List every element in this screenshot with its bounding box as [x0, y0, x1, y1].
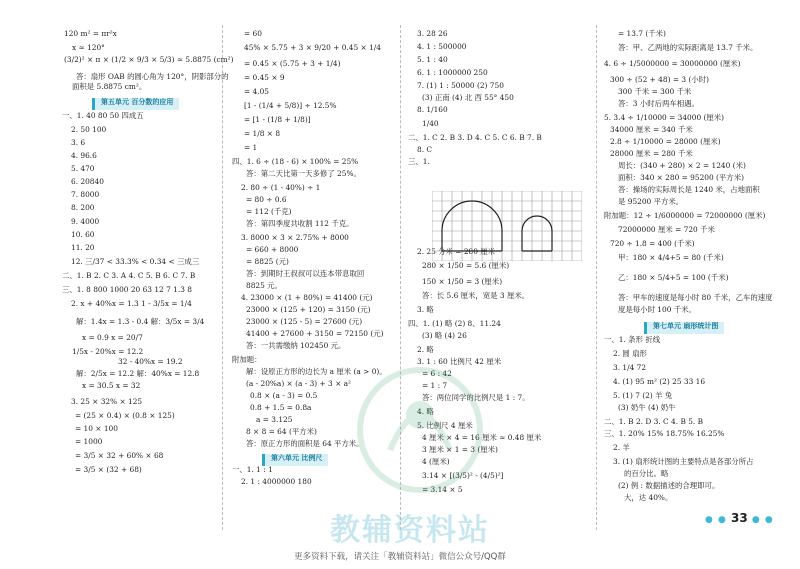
- answer-line: 300 ÷ (52 + 48) = 3 (小时): [610, 75, 709, 84]
- answer-line: 3. 略: [417, 305, 434, 314]
- answer-line: (3) 奶牛 (4) 奶牛: [618, 403, 676, 412]
- answer-line: 2. 略: [417, 345, 434, 354]
- answer-line: 11. 20: [71, 243, 95, 252]
- answer-line: 8. 200: [71, 203, 95, 212]
- answer-line: = 4.05: [244, 87, 269, 96]
- answer-line: = 3/5 × (32 + 68): [75, 465, 142, 474]
- grid-drawing: [432, 191, 582, 261]
- answer-line: 4. 96.6: [71, 151, 97, 160]
- answer-line: 5. 3.4 ÷ 1/10000 = 34000 (厘米): [604, 113, 725, 122]
- answer-line: 答：第二天比第一天多修了 25%。: [246, 169, 361, 178]
- answer-line: 7. (1) 1 : 50000 (2) 750: [417, 81, 504, 90]
- answer-line: 2. 50 100: [71, 125, 107, 134]
- answer-line: 一、1. 40 80 50 四成五: [62, 111, 144, 120]
- answer-line: 答：3 小时后两车相遇。: [618, 99, 699, 108]
- answer-line: = 660 + 8000: [246, 245, 299, 254]
- unit-heading: 第七单元 扇形统计图: [644, 322, 724, 334]
- answer-line: 答：甲车的速度是每小时 80 千米，乙车的速度: [618, 293, 773, 302]
- answer-line: = 13.7 (千米): [618, 29, 666, 38]
- answer-line: 答：扇形 OAB 的圆心角为 120°，阴影部分的: [76, 72, 229, 81]
- answer-line: (2) 例 : 数据描述的合理即可。: [618, 481, 720, 490]
- answer-line: 度是每小时 100 千米。: [618, 305, 696, 314]
- answer-line: = 1: [244, 143, 258, 152]
- answer-line: 2.8 ÷ 1/10000 = 28000 (厘米): [610, 137, 721, 146]
- answer-line: 23000 × (125 + 120) = 3150 (元): [246, 305, 371, 314]
- answer-line: = 0.45 × 9: [244, 73, 285, 82]
- column-divider: [596, 25, 597, 530]
- answer-line: 4. 略: [417, 407, 434, 416]
- answer-line: 一、1. 1 : 1: [232, 465, 273, 474]
- answer-line: 3. 8000 × 3 × 2.75% + 8000: [241, 233, 349, 242]
- answer-line: 面积是 5.8875 cm²。: [72, 82, 147, 91]
- answer-line: 2. 羊: [613, 443, 630, 452]
- answer-line: 150 × 1/50 = 3 (厘米): [422, 277, 503, 286]
- answer-line: 2. 80 ÷ (1 - 40%) ÷ 1: [241, 183, 321, 192]
- answer-line: 280 × 1/50 = 5.6 (厘米): [422, 261, 510, 270]
- answer-line: = 3.14 × 5: [422, 485, 463, 494]
- answer-line: = 1 : 7: [422, 381, 448, 390]
- answer-line: 4 厘米 × 4 = 16 厘米 ≈ 0.48 厘米: [422, 433, 542, 442]
- answer-line: 答：长 5.6 厘米，宽是 3 厘米。: [422, 291, 530, 300]
- answer-line: x ≈ 120°: [72, 43, 105, 52]
- answer-line: 二、1. C 2. B 3. D 4. C 5. C 6. B 7. B: [408, 133, 542, 142]
- answer-line: = 1/8 × 8: [244, 129, 281, 138]
- page-number-badge: [705, 511, 777, 527]
- answer-line: 3. 6: [71, 138, 86, 147]
- answer-line: 72000000 厘米 = 720 千米: [618, 225, 715, 234]
- answer-line: 解：设原正方形的边长为 a 厘米 (a > 0)。: [246, 367, 387, 376]
- answer-line: 8825 元。: [246, 281, 282, 290]
- answer-line: 乙：180 × 5/4+5 = 100 (千米): [618, 273, 729, 282]
- answer-line: 45% × 5.75 + 3 × 9/20 + 0.45 × 1/4: [244, 43, 381, 52]
- answer-line: 32 - 40%x = 19.2: [118, 357, 183, 366]
- answer-line: 的百分比。略: [624, 469, 669, 478]
- answer-line: 2. 圆 扇形: [613, 349, 647, 358]
- answer-line: 4. 23000 × (1 + 80%) = 41400 (元): [241, 293, 373, 302]
- answer-line: = 1000: [75, 437, 103, 446]
- answer-line: 6. 20840: [71, 177, 104, 186]
- answer-line: 7. 8000: [71, 190, 100, 199]
- answer-line: 三、1. 20% 15% 18.75% 16.25%: [604, 429, 725, 438]
- answer-line: = 8825 (元): [246, 257, 289, 266]
- answer-line: 答：原正方形的面积是 64 平方米。: [246, 439, 364, 448]
- answer-line: 6. 1 : 1000000 250: [417, 68, 488, 77]
- answer-line: 300 千米 = 300 千米: [618, 87, 692, 96]
- column-divider: [222, 25, 223, 530]
- answer-line: 10. 60: [71, 230, 95, 239]
- answer-line: 2. 25 分米 = 280 厘米: [417, 247, 496, 256]
- answer-line: 34000 厘米 = 340 千米: [610, 125, 693, 134]
- answer-line: 3. 28 26: [417, 29, 448, 38]
- answer-line: 答：到期时王叔叔可以连本带息取回: [246, 269, 365, 278]
- answer-line: 四、1. (1) 略 (2) 8、11.24: [408, 319, 501, 328]
- unit-heading: 第六单元 比例尺: [262, 454, 328, 466]
- answer-line: 是 95200 平方米。: [618, 197, 684, 206]
- answer-line: 3. 25 × 32% × 125: [71, 397, 143, 406]
- answer-line: 28000 厘米 = 280 千米: [610, 149, 693, 158]
- answer-line: = 80 ÷ 0.6: [246, 195, 287, 204]
- answer-line: 三、1. 8 800 1000 20 63 12 7 1.3 8: [62, 285, 192, 294]
- answer-line: = (25 × 0.4) × (0.8 × 125): [75, 411, 175, 420]
- answer-line: 3.14 × [(3/5)² - (4/5)²]: [422, 471, 504, 480]
- answer-line: 附加题：: [232, 355, 262, 364]
- answer-line: x = 30.5 x = 32: [82, 381, 141, 390]
- answer-line: 答：第四季度共收割 112 千克。: [246, 219, 354, 228]
- answer-line: (3) 略 (4) 26: [422, 331, 467, 340]
- column-divider: [400, 25, 401, 530]
- answer-line: = 60: [244, 29, 262, 38]
- answer-line: 120 m² = πr²x: [64, 29, 117, 38]
- answer-line: 4. (1) 95 m² (2) 25 33 16: [613, 377, 706, 386]
- answer-line: 5. (1) 7 (2) 羊 兔: [613, 391, 673, 400]
- answer-line: 3. 1 : 60 比例尺 42 厘米: [417, 357, 502, 366]
- answer-line: 3 厘米 × 1 = 3 (厘米): [422, 445, 498, 454]
- answer-line: (3) 正南 (4) 北 西 55° 450: [422, 93, 514, 102]
- answer-line: 4. 6 ÷ 1/5000000 = 30000000 (厘米): [604, 59, 741, 68]
- answer-line: 5. 470: [71, 164, 95, 173]
- answer-line: (3/2)² × π × (1/2 × 9/3 × 5/3) ≈ 5.8875 (cm²): [64, 55, 234, 64]
- answer-line: 41400 + 27600 + 3150 = 72150 (元): [246, 329, 384, 338]
- answer-line: 23000 × (125 - 5) = 27600 (元): [246, 317, 363, 326]
- answer-line: 8. C: [417, 145, 433, 154]
- answer-line: = 112 (千克): [246, 207, 292, 216]
- answer-line: = 10 × 100: [75, 424, 118, 433]
- answer-line: a = 3.125: [256, 415, 293, 424]
- answer-line: = [1 - (1/8 + 1/8)]: [244, 115, 311, 124]
- answer-line: = 0.45 × (5.75 + 3 + 1/4): [244, 59, 341, 68]
- answer-line: 答：操场的实际周长是 1240 米，占地面积: [618, 185, 760, 194]
- answer-line: 答：两位同学的比例尺是 1 : 7。: [422, 393, 530, 402]
- page-number: 33: [730, 511, 748, 525]
- answer-line: 2. 1 : 4000000 180: [241, 477, 312, 486]
- answer-line: 1/40: [422, 119, 439, 128]
- answer-line: 3. 1/4 72: [613, 363, 647, 372]
- answer-line: 4. 1 : 500000: [417, 42, 467, 51]
- answer-line: 720 ÷ 1.8 = 400 (千米): [610, 239, 695, 248]
- answer-line: 5. 1 : 40: [417, 55, 448, 64]
- answer-line: 面积：340 × 280 = 95200 (平方米): [618, 173, 744, 182]
- answer-line: 甲：180 × 4/4+5 = 80 (千米): [618, 253, 724, 262]
- answer-line: 9. 4000: [71, 217, 100, 226]
- answer-line: [1 - (1/4 + 5/8)] ÷ 12.5%: [244, 101, 337, 110]
- answer-line: 三、1.: [408, 157, 430, 166]
- answer-line: 二、1. B 2. D 3. C 4. B 5. B: [604, 417, 704, 426]
- answer-line: 四、1. 6 ÷ (18 - 6) × 100% = 25%: [232, 157, 359, 166]
- answer-line: 答：一共需缴纳 102450 元。: [246, 341, 346, 350]
- answer-line: = 6 : 42: [422, 369, 452, 378]
- answer-line: 2. x + 40%x = 1.3 1 - 3/5x = 1/4: [71, 299, 192, 308]
- answer-line: x = 0.9 x = 20/7: [82, 333, 143, 342]
- answer-line: 解：1.4x = 1.3 - 0.4 解：3/5x = 3/4: [76, 317, 205, 326]
- decor-dots: ● ●: [705, 515, 731, 525]
- answer-line: 12. 三/37 < 33.3% < 0.34 < 三成三: [71, 257, 200, 266]
- answer-line: 0.8 + 1.5 = 0.8a: [250, 403, 312, 412]
- answer-line: 周长：(340 + 280) × 2 = 1240 (米): [618, 161, 746, 170]
- answer-line: 4 (厘米): [422, 457, 450, 466]
- answer-line: (a - 20%a) × (a - 3) + 3 × a²: [246, 379, 352, 388]
- answer-line: = 3/5 × 32 + 60% × 68: [75, 451, 164, 460]
- answer-line: 8. 1/160: [417, 105, 448, 114]
- answer-line: 1/5x - 20%x = 12.2: [72, 347, 144, 356]
- answer-line: 一、1. 条形 折线: [604, 335, 661, 344]
- answer-line: 附加题：12 ÷ 1/6000000 = 72000000 (厘米): [604, 211, 766, 220]
- decor-dots: ● ●: [751, 515, 774, 525]
- answer-line: 答：甲、乙两地的实际距离是 13.7 千米。: [618, 43, 758, 52]
- answer-line: 解：2/5x = 12.2 解：40%x = 12.8: [76, 369, 200, 378]
- answer-line: 3. (1) 扇形统计图的主要特点是各部分所占: [613, 457, 754, 466]
- watermark-text: 教辅资料站: [330, 513, 490, 548]
- answer-line: 二、1. B 2. C 3. A 4. C 5. B 6. C 7. B: [62, 271, 196, 280]
- answer-line: 8 × 8 = 64 (平方米): [246, 427, 317, 436]
- answer-line: 0.8 × (a - 3) = 0.5: [250, 391, 318, 400]
- footer-note: 更多资料下载，请关注「教辅资料站」微信公众号/QQ群: [294, 552, 506, 562]
- unit-heading: 第五单元 百分数的应用: [92, 98, 179, 110]
- answer-line: 大，达 40%。: [624, 493, 673, 502]
- answer-line: 5. 比例尺 4 厘米: [417, 421, 473, 430]
